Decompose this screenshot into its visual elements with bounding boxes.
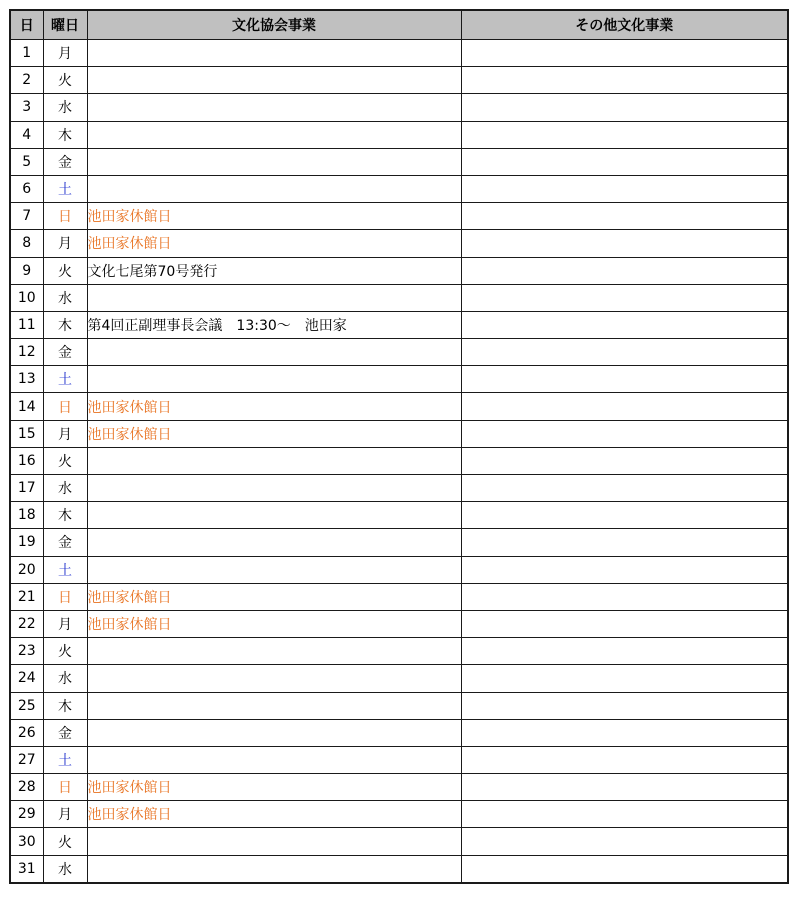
bunka-event-cell: 池田家休館日 [87,610,461,637]
weekday-cell: 木 [43,121,87,148]
table-row [10,475,788,502]
weekday-cell: 月 [43,230,87,257]
weekday-cell: 月 [43,801,87,828]
other-event-cell [461,67,788,94]
weekday-cell: 土 [43,366,87,393]
weekday-cell: 水 [43,665,87,692]
bunka-event-cell [87,339,461,366]
other-event-cell [461,420,788,447]
day-cell: 15 [10,420,43,447]
table-row [10,339,788,366]
table-body [10,40,788,883]
other-event-cell [461,284,788,311]
day-cell: 6 [10,175,43,202]
day-cell: 23 [10,638,43,665]
bunka-event-cell [87,447,461,474]
table-row [10,828,788,855]
other-event-cell [461,40,788,67]
other-event-cell [461,610,788,637]
weekday-cell: 火 [43,257,87,284]
table-row [10,230,788,257]
bunka-event-cell: 池田家休館日 [87,420,461,447]
day-cell: 19 [10,529,43,556]
table-row [10,420,788,447]
table-row [10,257,788,284]
header-weekday: 曜日 [43,10,87,40]
day-cell: 24 [10,665,43,692]
bunka-event-cell [87,475,461,502]
bunka-event-cell: 第4回正副理事長会議 13:30～ 池田家 [87,311,461,338]
other-event-cell [461,529,788,556]
other-event-cell [461,393,788,420]
weekday-cell: 水 [43,475,87,502]
weekday-cell: 日 [43,203,87,230]
table-row [10,638,788,665]
bunka-event-cell [87,556,461,583]
other-event-cell [461,746,788,773]
weekday-cell: 金 [43,339,87,366]
header-bunka-events: 文化協会事業 [87,10,461,40]
day-cell: 29 [10,801,43,828]
weekday-cell: 水 [43,284,87,311]
day-cell: 25 [10,692,43,719]
day-cell: 12 [10,339,43,366]
bunka-event-cell: 池田家休館日 [87,801,461,828]
table-row [10,67,788,94]
bunka-event-cell [87,828,461,855]
other-event-cell [461,366,788,393]
day-cell: 17 [10,475,43,502]
day-cell: 10 [10,284,43,311]
day-cell: 2 [10,67,43,94]
table-row [10,284,788,311]
weekday-cell: 火 [43,447,87,474]
day-cell: 26 [10,719,43,746]
table-row [10,94,788,121]
other-event-cell [461,175,788,202]
weekday-cell: 金 [43,148,87,175]
table-row [10,148,788,175]
table-row [10,447,788,474]
table-row [10,774,788,801]
weekday-cell: 火 [43,828,87,855]
header-row [10,10,788,40]
weekday-cell: 金 [43,719,87,746]
table-row [10,529,788,556]
bunka-event-cell: 文化七尾第70号発行 [87,257,461,284]
bunka-event-cell: 池田家休館日 [87,583,461,610]
bunka-event-cell [87,692,461,719]
bunka-event-cell [87,148,461,175]
bunka-event-cell [87,175,461,202]
table-row [10,175,788,202]
day-cell: 18 [10,502,43,529]
weekday-cell: 土 [43,175,87,202]
bunka-event-cell [87,40,461,67]
day-cell: 20 [10,556,43,583]
other-event-cell [461,502,788,529]
weekday-cell: 金 [43,529,87,556]
day-cell: 7 [10,203,43,230]
table-row [10,556,788,583]
day-cell: 9 [10,257,43,284]
weekday-cell: 木 [43,502,87,529]
day-cell: 3 [10,94,43,121]
weekday-cell: 水 [43,855,87,883]
day-cell: 4 [10,121,43,148]
table-row [10,583,788,610]
other-event-cell [461,121,788,148]
day-cell: 22 [10,610,43,637]
table-row [10,366,788,393]
other-event-cell [461,801,788,828]
other-event-cell [461,339,788,366]
other-event-cell [461,855,788,883]
other-event-cell [461,828,788,855]
other-event-cell [461,692,788,719]
bunka-event-cell [87,94,461,121]
bunka-event-cell [87,502,461,529]
table-row [10,502,788,529]
table-row [10,719,788,746]
weekday-cell: 日 [43,583,87,610]
day-cell: 31 [10,855,43,883]
table-row [10,121,788,148]
table-row [10,203,788,230]
bunka-event-cell [87,529,461,556]
day-cell: 21 [10,583,43,610]
bunka-event-cell [87,121,461,148]
bunka-event-cell [87,638,461,665]
other-event-cell [461,257,788,284]
weekday-cell: 土 [43,556,87,583]
day-cell: 8 [10,230,43,257]
other-event-cell [461,774,788,801]
other-event-cell [461,665,788,692]
table-row [10,801,788,828]
day-cell: 28 [10,774,43,801]
day-cell: 27 [10,746,43,773]
bunka-event-cell [87,67,461,94]
table-row [10,40,788,67]
bunka-event-cell: 池田家休館日 [87,203,461,230]
schedule-table [9,9,789,884]
other-event-cell [461,148,788,175]
header-day: 日 [10,10,43,40]
other-event-cell [461,230,788,257]
other-event-cell [461,203,788,230]
table-row [10,855,788,883]
weekday-cell: 火 [43,67,87,94]
weekday-cell: 月 [43,610,87,637]
bunka-event-cell [87,746,461,773]
day-cell: 30 [10,828,43,855]
day-cell: 16 [10,447,43,474]
weekday-cell: 木 [43,311,87,338]
bunka-event-cell: 池田家休館日 [87,393,461,420]
bunka-event-cell: 池田家休館日 [87,230,461,257]
table-row [10,393,788,420]
weekday-cell: 日 [43,774,87,801]
day-cell: 13 [10,366,43,393]
other-event-cell [461,583,788,610]
other-event-cell [461,447,788,474]
table-row [10,746,788,773]
other-event-cell [461,475,788,502]
day-cell: 5 [10,148,43,175]
other-event-cell [461,556,788,583]
table-row [10,610,788,637]
header-other-events: その他文化事業 [461,10,788,40]
weekday-cell: 月 [43,420,87,447]
other-event-cell [461,719,788,746]
bunka-event-cell: 池田家休館日 [87,774,461,801]
table-row [10,311,788,338]
weekday-cell: 土 [43,746,87,773]
day-cell: 14 [10,393,43,420]
bunka-event-cell [87,284,461,311]
other-event-cell [461,638,788,665]
other-event-cell [461,94,788,121]
bunka-event-cell [87,719,461,746]
weekday-cell: 月 [43,40,87,67]
table-row [10,692,788,719]
weekday-cell: 火 [43,638,87,665]
bunka-event-cell [87,366,461,393]
day-cell: 1 [10,40,43,67]
table-row [10,665,788,692]
table-header [10,10,788,40]
bunka-event-cell [87,855,461,883]
weekday-cell: 日 [43,393,87,420]
weekday-cell: 木 [43,692,87,719]
weekday-cell: 水 [43,94,87,121]
bunka-event-cell [87,665,461,692]
day-cell: 11 [10,311,43,338]
other-event-cell [461,311,788,338]
